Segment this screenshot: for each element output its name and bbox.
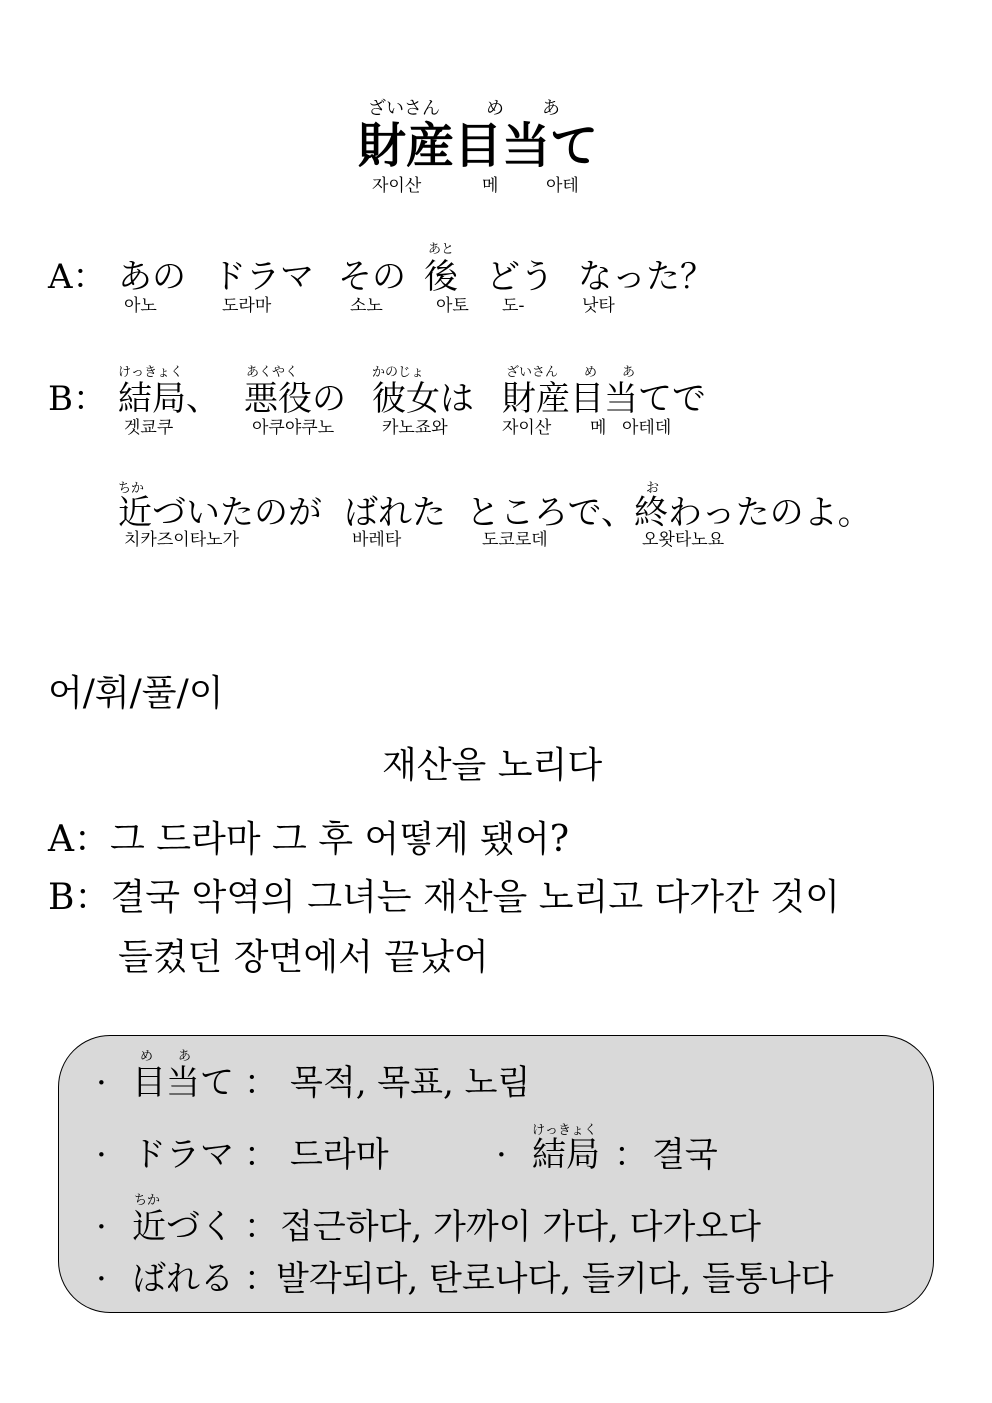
title-reading-zaisan: 자이산 — [372, 176, 422, 196]
vocab-sep: ： — [244, 1207, 278, 1247]
vocab-sep: ： — [244, 1259, 278, 1299]
furigana-kanojo: かのじょ — [372, 365, 425, 380]
vocab-bullet: · — [496, 1135, 507, 1175]
vocab-term: 目当て — [132, 1063, 234, 1103]
title-furigana-me: め — [486, 98, 504, 119]
furigana-akuyaku: あくやく — [246, 365, 299, 380]
vocab-meaning: 결국 — [652, 1135, 718, 1175]
word-akuyaku: 悪役の — [244, 379, 346, 419]
reading-zaisan: 자이산 — [502, 418, 552, 438]
reading-natta: 낫타 — [582, 296, 615, 316]
reading-tokorode: 도코로데 — [482, 530, 548, 550]
vocab-term: ドラマ — [132, 1135, 234, 1175]
reading-owatta: 오왓타노요 — [642, 530, 725, 550]
b-translation-2: 들켰던 장면에서 끝났어 — [118, 937, 489, 978]
page-title: 財産目当て — [358, 118, 599, 174]
vocab-meaning: 발각되다, 탄로나다, 들키다, 들통나다 — [276, 1259, 834, 1299]
word-dou: どう — [486, 257, 554, 297]
furigana-o: お — [646, 481, 660, 496]
vocab-bullet: · — [96, 1259, 107, 1299]
furigana-a: あ — [622, 365, 636, 380]
title-furigana-zaisan: ざいさん — [368, 98, 440, 119]
word-tokorode: ところで、 — [466, 493, 635, 533]
vocab-bullet: · — [96, 1135, 107, 1175]
reading-kanojo: 카노죠와 — [382, 418, 448, 438]
reading-drama: 도라마 — [222, 296, 272, 316]
reading-chikazuita: 치카즈이타노가 — [124, 530, 239, 550]
word-zaisanmeate: 財産目当てで — [502, 379, 706, 419]
furigana-zaisan: ざいさん — [506, 365, 559, 380]
word-ano: あの — [118, 257, 186, 297]
word-owatta: 終わったのよ。 — [634, 493, 872, 533]
vocab-term: 結局 — [532, 1135, 600, 1175]
word-drama: ドラマ — [212, 257, 314, 297]
word-sono: その — [338, 257, 406, 297]
vocab-furigana-chika: ちか — [134, 1193, 161, 1208]
title-furigana-a: あ — [542, 98, 560, 119]
vocab-meaning: 접근하다, 가까이 가다, 다가오다 — [280, 1207, 762, 1247]
furigana-kekkyoku: けっきょく — [118, 365, 184, 380]
vocab-furigana-kekkyoku: けっきょく — [532, 1123, 598, 1138]
vocab-sep: ： — [614, 1135, 648, 1175]
speaker-a: A： — [48, 257, 107, 297]
title-reading-ate: 아테 — [546, 176, 579, 196]
reading-me: 메 — [590, 418, 607, 438]
speaker-b: B： — [48, 379, 107, 419]
word-natta: なった？ — [578, 257, 714, 297]
b-translation-1: B：결국 악역의 그녀는 재산을 노리고 다가간 것이 — [48, 877, 840, 918]
word-chikazuita: 近づいたのが — [118, 493, 322, 533]
vocab-furigana-me: め — [140, 1049, 154, 1064]
word-bareta: ばれた — [344, 493, 446, 533]
reading-ato: 아토 — [436, 296, 469, 316]
word-ato: 後 — [424, 257, 458, 297]
vocab-bullet: · — [96, 1063, 107, 1103]
vocab-bullet: · — [96, 1207, 107, 1247]
vocab-meaning: 드라마 — [290, 1135, 389, 1175]
reading-akuyaku: 아쿠야쿠노 — [252, 418, 335, 438]
reading-atede: 아테데 — [622, 418, 672, 438]
vocab-furigana-a: あ — [178, 1049, 192, 1064]
word-kanojo: 彼女は — [372, 379, 474, 419]
furigana-chika: ちか — [118, 481, 145, 496]
vocab-term: 近づく — [132, 1207, 234, 1247]
vocab-sep: ： — [244, 1135, 278, 1175]
title-translation: 재산을 노리다 — [382, 745, 603, 786]
title-reading-me: 메 — [482, 176, 499, 196]
a-translation: A：그 드라마 그 후 어떻게 됐어? — [48, 819, 570, 860]
vocab-sep: ： — [244, 1063, 278, 1103]
reading-bareta: 바레타 — [352, 530, 402, 550]
reading-ano: 아노 — [124, 296, 157, 316]
reading-sono: 소노 — [350, 296, 383, 316]
reading-dou: 도- — [502, 296, 525, 316]
word-kekkyoku: 結局、 — [118, 379, 220, 419]
vocab-term: ばれる — [132, 1259, 234, 1299]
reading-kekkyoku: 겟쿄쿠 — [124, 418, 174, 438]
furigana-ato: あと — [428, 242, 455, 257]
furigana-me: め — [584, 365, 598, 380]
vocab-meaning: 목적, 목표, 노림 — [290, 1063, 531, 1103]
vocab-heading: 어/휘/풀/이 — [48, 673, 224, 714]
